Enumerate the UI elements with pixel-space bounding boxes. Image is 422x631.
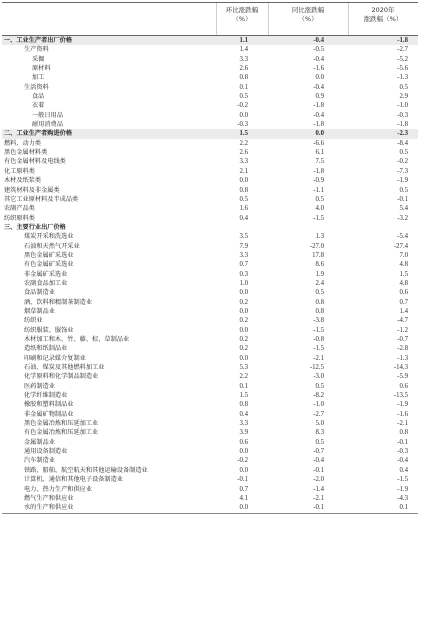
annual-value: -1.8	[397, 37, 408, 44]
annual-value: -2.8	[397, 345, 408, 353]
header-mom-change: 环比涨跌幅 （%）	[225, 6, 259, 23]
mom-value: 0.0	[239, 177, 248, 185]
row-label: 黑色金属冶炼和压延加工业	[24, 420, 99, 428]
mom-value: 0.0	[239, 326, 248, 334]
mom-value: 1.1	[239, 37, 248, 44]
mom-value: 0.1	[239, 382, 248, 390]
annual-value: -27.4	[393, 242, 408, 250]
annual-value: -3.2	[397, 214, 408, 222]
yoy-value: -0.4	[313, 83, 324, 91]
mom-value: 0.0	[239, 307, 248, 315]
table-row	[2, 438, 418, 447]
row-label: 金属制品业	[24, 438, 55, 446]
table-row	[2, 307, 418, 316]
table-row	[2, 176, 418, 185]
table-row	[2, 335, 418, 344]
table-row	[2, 298, 418, 307]
annual-value: -4.3	[397, 494, 408, 502]
row-label: 生产资料	[24, 46, 49, 54]
row-label: 农副食品加工业	[24, 279, 68, 287]
row-label: 纺织业	[24, 317, 43, 325]
annual-value: 5.4	[399, 205, 408, 213]
table-row	[2, 120, 418, 129]
yoy-value: 0.5	[315, 382, 324, 390]
annual-value: -1.6	[397, 410, 408, 418]
row-label: 黑色金属材料类	[4, 149, 48, 157]
row-label: 木材及纸浆类	[4, 177, 42, 185]
mom-value: -0.2	[237, 457, 248, 465]
header-yoy-change: 同比涨跌幅 （%）	[291, 6, 325, 23]
yoy-value: 0.9	[315, 93, 324, 101]
table-row	[2, 372, 418, 381]
row-label: 木材加工和木、竹、藤、棕、草制品业	[24, 336, 130, 343]
row-label: 加工	[32, 74, 45, 82]
table-row	[2, 279, 418, 288]
mom-value: 3.5	[239, 233, 248, 241]
yoy-value: -0.5	[313, 46, 324, 54]
yoy-value: -0.4	[313, 111, 324, 119]
annual-value: 7.0	[399, 251, 408, 259]
annual-value: 4.8	[399, 279, 408, 287]
mom-value: 0.6	[239, 438, 248, 446]
row-label: 食品	[32, 93, 45, 101]
annual-value: 0.6	[399, 289, 408, 297]
table-row	[2, 157, 418, 166]
mom-value: -0.1	[237, 476, 248, 484]
mom-value: 0.4	[239, 214, 248, 222]
table-row	[2, 326, 418, 335]
row-label: 衣着	[32, 102, 45, 110]
annual-value: 1.5	[399, 270, 408, 278]
table-row	[2, 270, 418, 279]
table-row	[2, 354, 418, 363]
mom-value: 0.0	[239, 448, 248, 456]
row-label: 铁路、船舶、航空航天和其他运输设备制造业	[24, 466, 148, 474]
yoy-value: -1.5	[313, 214, 324, 222]
row-label: 非金属矿采选业	[24, 270, 68, 278]
yoy-value: 8.6	[315, 261, 324, 269]
yoy-value: 8.3	[315, 429, 324, 437]
annual-value: -0.4	[397, 457, 408, 465]
mom-value: 3.3	[239, 251, 248, 259]
annual-value: -1.3	[397, 354, 408, 362]
row-label: 石油和天然气开采业	[24, 242, 80, 250]
yoy-value: 0.0	[315, 130, 324, 138]
yoy-value: 2.4	[315, 279, 324, 287]
yoy-value: -0.4	[313, 55, 324, 63]
mom-value: 0.5	[239, 195, 248, 203]
mom-value: 1.6	[239, 205, 248, 213]
row-label: 其它工业原材料及半成品类	[4, 195, 79, 203]
table-row	[2, 101, 418, 110]
annual-value: 2.9	[399, 93, 408, 101]
mom-value: 1.0	[239, 279, 248, 287]
mom-value: 0.0	[239, 111, 248, 119]
table-row	[2, 400, 418, 409]
yoy-value: 4.0	[315, 205, 324, 213]
row-label: 二、工业生产者购进价格	[4, 130, 73, 138]
table-row	[2, 73, 418, 82]
table-row	[2, 195, 418, 204]
mom-value: 2.2	[239, 373, 248, 381]
mom-value: 0.5	[239, 93, 248, 101]
yoy-value: -1.8	[313, 102, 324, 110]
mom-value: 5.3	[239, 364, 248, 372]
table-row	[2, 167, 418, 176]
row-label: 纺织原料类	[4, 214, 35, 222]
yoy-value: -1.8	[313, 121, 324, 129]
annual-value: -5.9	[397, 373, 408, 381]
table-row	[2, 410, 418, 419]
annual-value: -2.1	[397, 420, 408, 428]
table-row	[2, 260, 418, 269]
yoy-value: -0.7	[313, 448, 324, 456]
mom-value: 0.8	[239, 186, 248, 194]
row-label: 酒、饮料和精制茶制造业	[24, 298, 93, 306]
table-row	[2, 288, 418, 297]
row-label: 燃料、动力类	[4, 139, 42, 147]
annual-value: 0.1	[399, 504, 408, 512]
annual-value: -14.3	[393, 364, 408, 372]
annual-value: -13.5	[393, 392, 408, 400]
table-row	[2, 363, 418, 372]
annual-value: -1.0	[397, 102, 408, 110]
row-label: 汽车制造业	[24, 457, 55, 465]
mom-value: 0.2	[239, 298, 248, 306]
table-row	[2, 83, 418, 92]
table-row	[2, 456, 418, 465]
mom-value: 0.0	[239, 504, 248, 512]
annual-value: 4.8	[399, 261, 408, 269]
row-label: 非金属矿物制品业	[24, 410, 74, 418]
annual-value: -1.8	[397, 121, 408, 129]
table-row	[2, 344, 418, 353]
row-label: 三、主要行业出厂价格	[4, 223, 66, 231]
mom-value: 0.8	[239, 401, 248, 409]
row-label: 燃气生产和供应业	[24, 494, 74, 502]
yoy-value: 6.1	[315, 149, 324, 157]
table-row	[2, 64, 418, 73]
yoy-value: -8.2	[313, 392, 324, 400]
yoy-value: -1.4	[313, 485, 324, 493]
row-label: 农副产品类	[4, 205, 35, 213]
yoy-value: 1.3	[315, 233, 324, 241]
yoy-value: -6.6	[313, 139, 324, 147]
annual-value: 0.5	[399, 149, 408, 157]
mom-value: 0.1	[239, 83, 248, 91]
row-label: 有色金属矿采选业	[24, 261, 74, 269]
row-label: 橡胶和塑料制品业	[24, 401, 74, 409]
table-row	[2, 204, 418, 213]
table-row	[2, 494, 418, 503]
row-label: 有色金属材料及电线类	[4, 158, 66, 166]
yoy-value: -2.7	[313, 410, 324, 418]
annual-value: -0.2	[397, 158, 408, 166]
annual-value: -4.7	[397, 317, 408, 325]
row-label: 通用设备制造业	[24, 448, 68, 456]
yoy-value: 0.8	[315, 307, 324, 315]
mom-value: 0.8	[239, 74, 248, 82]
row-label: 电力、热力生产和供应业	[24, 485, 93, 493]
mom-value: 0.0	[239, 289, 248, 297]
mom-value: 3.3	[239, 158, 248, 166]
annual-value: -5.6	[397, 65, 408, 73]
table-row	[2, 419, 418, 428]
row-label: 有色金属冶炼和压延加工业	[24, 429, 99, 437]
yoy-value: -0.8	[313, 336, 324, 343]
yoy-value: 0.5	[315, 195, 324, 203]
row-label: 造纸和纸制品业	[24, 345, 68, 353]
mom-value: 1.5	[239, 130, 248, 138]
mom-value: 0.2	[239, 317, 248, 325]
table-row	[2, 391, 418, 400]
row-label: 黑色金属矿采选业	[24, 251, 74, 259]
yoy-value: -1.5	[313, 345, 324, 353]
table-row	[2, 55, 418, 64]
yoy-value: -2.1	[313, 354, 324, 362]
yoy-value: 0.5	[315, 438, 324, 446]
mom-value: 4.1	[239, 494, 248, 502]
annual-value: 0.5	[399, 83, 408, 91]
yoy-value: 0.5	[315, 289, 324, 297]
mom-value: 2.6	[239, 149, 248, 157]
table-row	[2, 148, 418, 157]
yoy-value: -12.5	[309, 364, 324, 372]
annual-value: -0.7	[397, 336, 408, 343]
yoy-value: 1.9	[315, 270, 324, 278]
yoy-value: -1.1	[313, 186, 324, 194]
annual-value: -1.9	[397, 485, 408, 493]
table-row	[2, 232, 418, 241]
row-label: 计算机、通信和其他电子设备制造业	[24, 476, 123, 484]
table-row	[2, 251, 418, 260]
annual-value: -1.2	[397, 326, 408, 334]
row-label: 烟草制品业	[24, 307, 55, 315]
annual-value: -0.3	[397, 448, 408, 456]
table-row	[2, 316, 418, 325]
yoy-value: -0.4	[313, 37, 324, 44]
row-label: 采掘	[32, 55, 45, 63]
mom-value: 0.2	[239, 336, 248, 343]
yoy-value: 0.0	[315, 74, 324, 82]
yoy-value: -3.8	[313, 317, 324, 325]
row-label: 纺织服装、服饰业	[24, 326, 74, 334]
yoy-value: 0.8	[315, 298, 324, 306]
table-row	[2, 223, 418, 232]
table-row	[2, 111, 418, 120]
mom-value: 2.6	[239, 65, 248, 73]
annual-value: 0.7	[399, 298, 408, 306]
table-row	[2, 382, 418, 391]
mom-value: 7.9	[239, 242, 248, 250]
annual-value: 1.4	[399, 307, 408, 315]
annual-value: -2.3	[397, 130, 408, 138]
annual-value: -1.9	[397, 177, 408, 185]
annual-value: -5.4	[397, 233, 408, 241]
table-row	[2, 45, 418, 54]
table-row	[2, 428, 418, 437]
mom-value: 3.3	[239, 55, 248, 63]
annual-value: -1.3	[397, 74, 408, 82]
table-row	[2, 466, 418, 475]
yoy-value: -0.4	[313, 457, 324, 465]
row-label: 食品制造业	[24, 289, 55, 297]
annual-value: -5.2	[397, 55, 408, 63]
mom-value: -0.2	[237, 102, 248, 110]
yoy-value: -2.0	[313, 476, 324, 484]
yoy-value: 7.5	[315, 158, 324, 166]
row-label: 一般日用品	[32, 111, 63, 119]
row-label: 生活资料	[24, 83, 49, 91]
annual-value: -1.9	[397, 401, 408, 409]
row-label: 建筑材料及非金属类	[4, 186, 60, 194]
annual-value: -0.1	[397, 438, 408, 446]
table-row	[2, 447, 418, 456]
annual-value: 0.6	[399, 382, 408, 390]
row-label: 医药制造业	[24, 382, 55, 390]
table-header	[2, 2, 418, 36]
yoy-value: 17.8	[312, 251, 324, 259]
yoy-value: -1.0	[313, 401, 324, 409]
row-label: 石油、煤炭及其他燃料加工业	[24, 364, 105, 372]
table-body	[2, 36, 418, 514]
row-label: 化工原料类	[4, 167, 35, 175]
mom-value: 0.3	[239, 270, 248, 278]
table-row	[2, 139, 418, 148]
header-2020-change: 2020年 涨跌幅（%）	[363, 6, 403, 23]
mom-value: 3.9	[239, 429, 248, 437]
annual-value: -1.5	[397, 476, 408, 484]
annual-value: 0.4	[399, 466, 408, 474]
yoy-value: -1.8	[313, 167, 324, 175]
table-row	[2, 242, 418, 251]
yoy-value: -1.6	[313, 65, 324, 73]
annual-value: -2.7	[397, 46, 408, 54]
row-label: 耐用消费品	[32, 121, 63, 129]
yoy-value: -3.0	[313, 373, 324, 381]
mom-value: 2.1	[239, 167, 248, 175]
yoy-value: -0.1	[313, 466, 324, 474]
table-row	[2, 186, 418, 195]
table-row	[2, 92, 418, 101]
table-row	[2, 475, 418, 484]
row-label: 原材料	[32, 65, 51, 73]
mom-value: 2.2	[239, 139, 248, 147]
table-row	[2, 485, 418, 494]
row-label: 一、工业生产者出厂价格	[4, 37, 73, 44]
yoy-value: -0.1	[313, 504, 324, 512]
table-row	[2, 503, 418, 512]
table-row	[2, 36, 418, 45]
annual-value: -8.4	[397, 139, 408, 147]
row-label: 印刷和记录媒介复制业	[24, 354, 86, 362]
mom-value: -0.3	[237, 121, 248, 129]
yoy-value: -0.9	[313, 177, 324, 185]
annual-value: 0.5	[399, 186, 408, 194]
row-label: 水的生产和供应业	[24, 504, 74, 512]
annual-value: -0.3	[397, 111, 408, 119]
mom-value: 0.0	[239, 354, 248, 362]
yoy-value: 5.0	[315, 420, 324, 428]
table-row	[2, 129, 418, 138]
annual-value: 0.8	[399, 429, 408, 437]
yoy-value: -27.0	[309, 242, 324, 250]
mom-value: 0.4	[239, 410, 248, 418]
row-label: 化学原料和化学制品制造业	[24, 373, 99, 381]
table-row	[2, 214, 418, 223]
mom-value: 1.4	[239, 46, 248, 54]
price-index-table	[2, 2, 418, 514]
mom-value: 1.5	[239, 392, 248, 400]
mom-value: 0.0	[239, 466, 248, 474]
annual-value: -0.1	[397, 195, 408, 203]
mom-value: 0.7	[239, 261, 248, 269]
yoy-value: -1.5	[313, 326, 324, 334]
row-label: 煤炭开采和洗选业	[24, 233, 74, 241]
row-label: 化学纤维制造业	[24, 392, 68, 400]
mom-value: 0.2	[239, 345, 248, 353]
annual-value: -7.3	[397, 167, 408, 175]
yoy-value: -2.1	[313, 494, 324, 502]
mom-value: 3.3	[239, 420, 248, 428]
mom-value: 0.7	[239, 485, 248, 493]
